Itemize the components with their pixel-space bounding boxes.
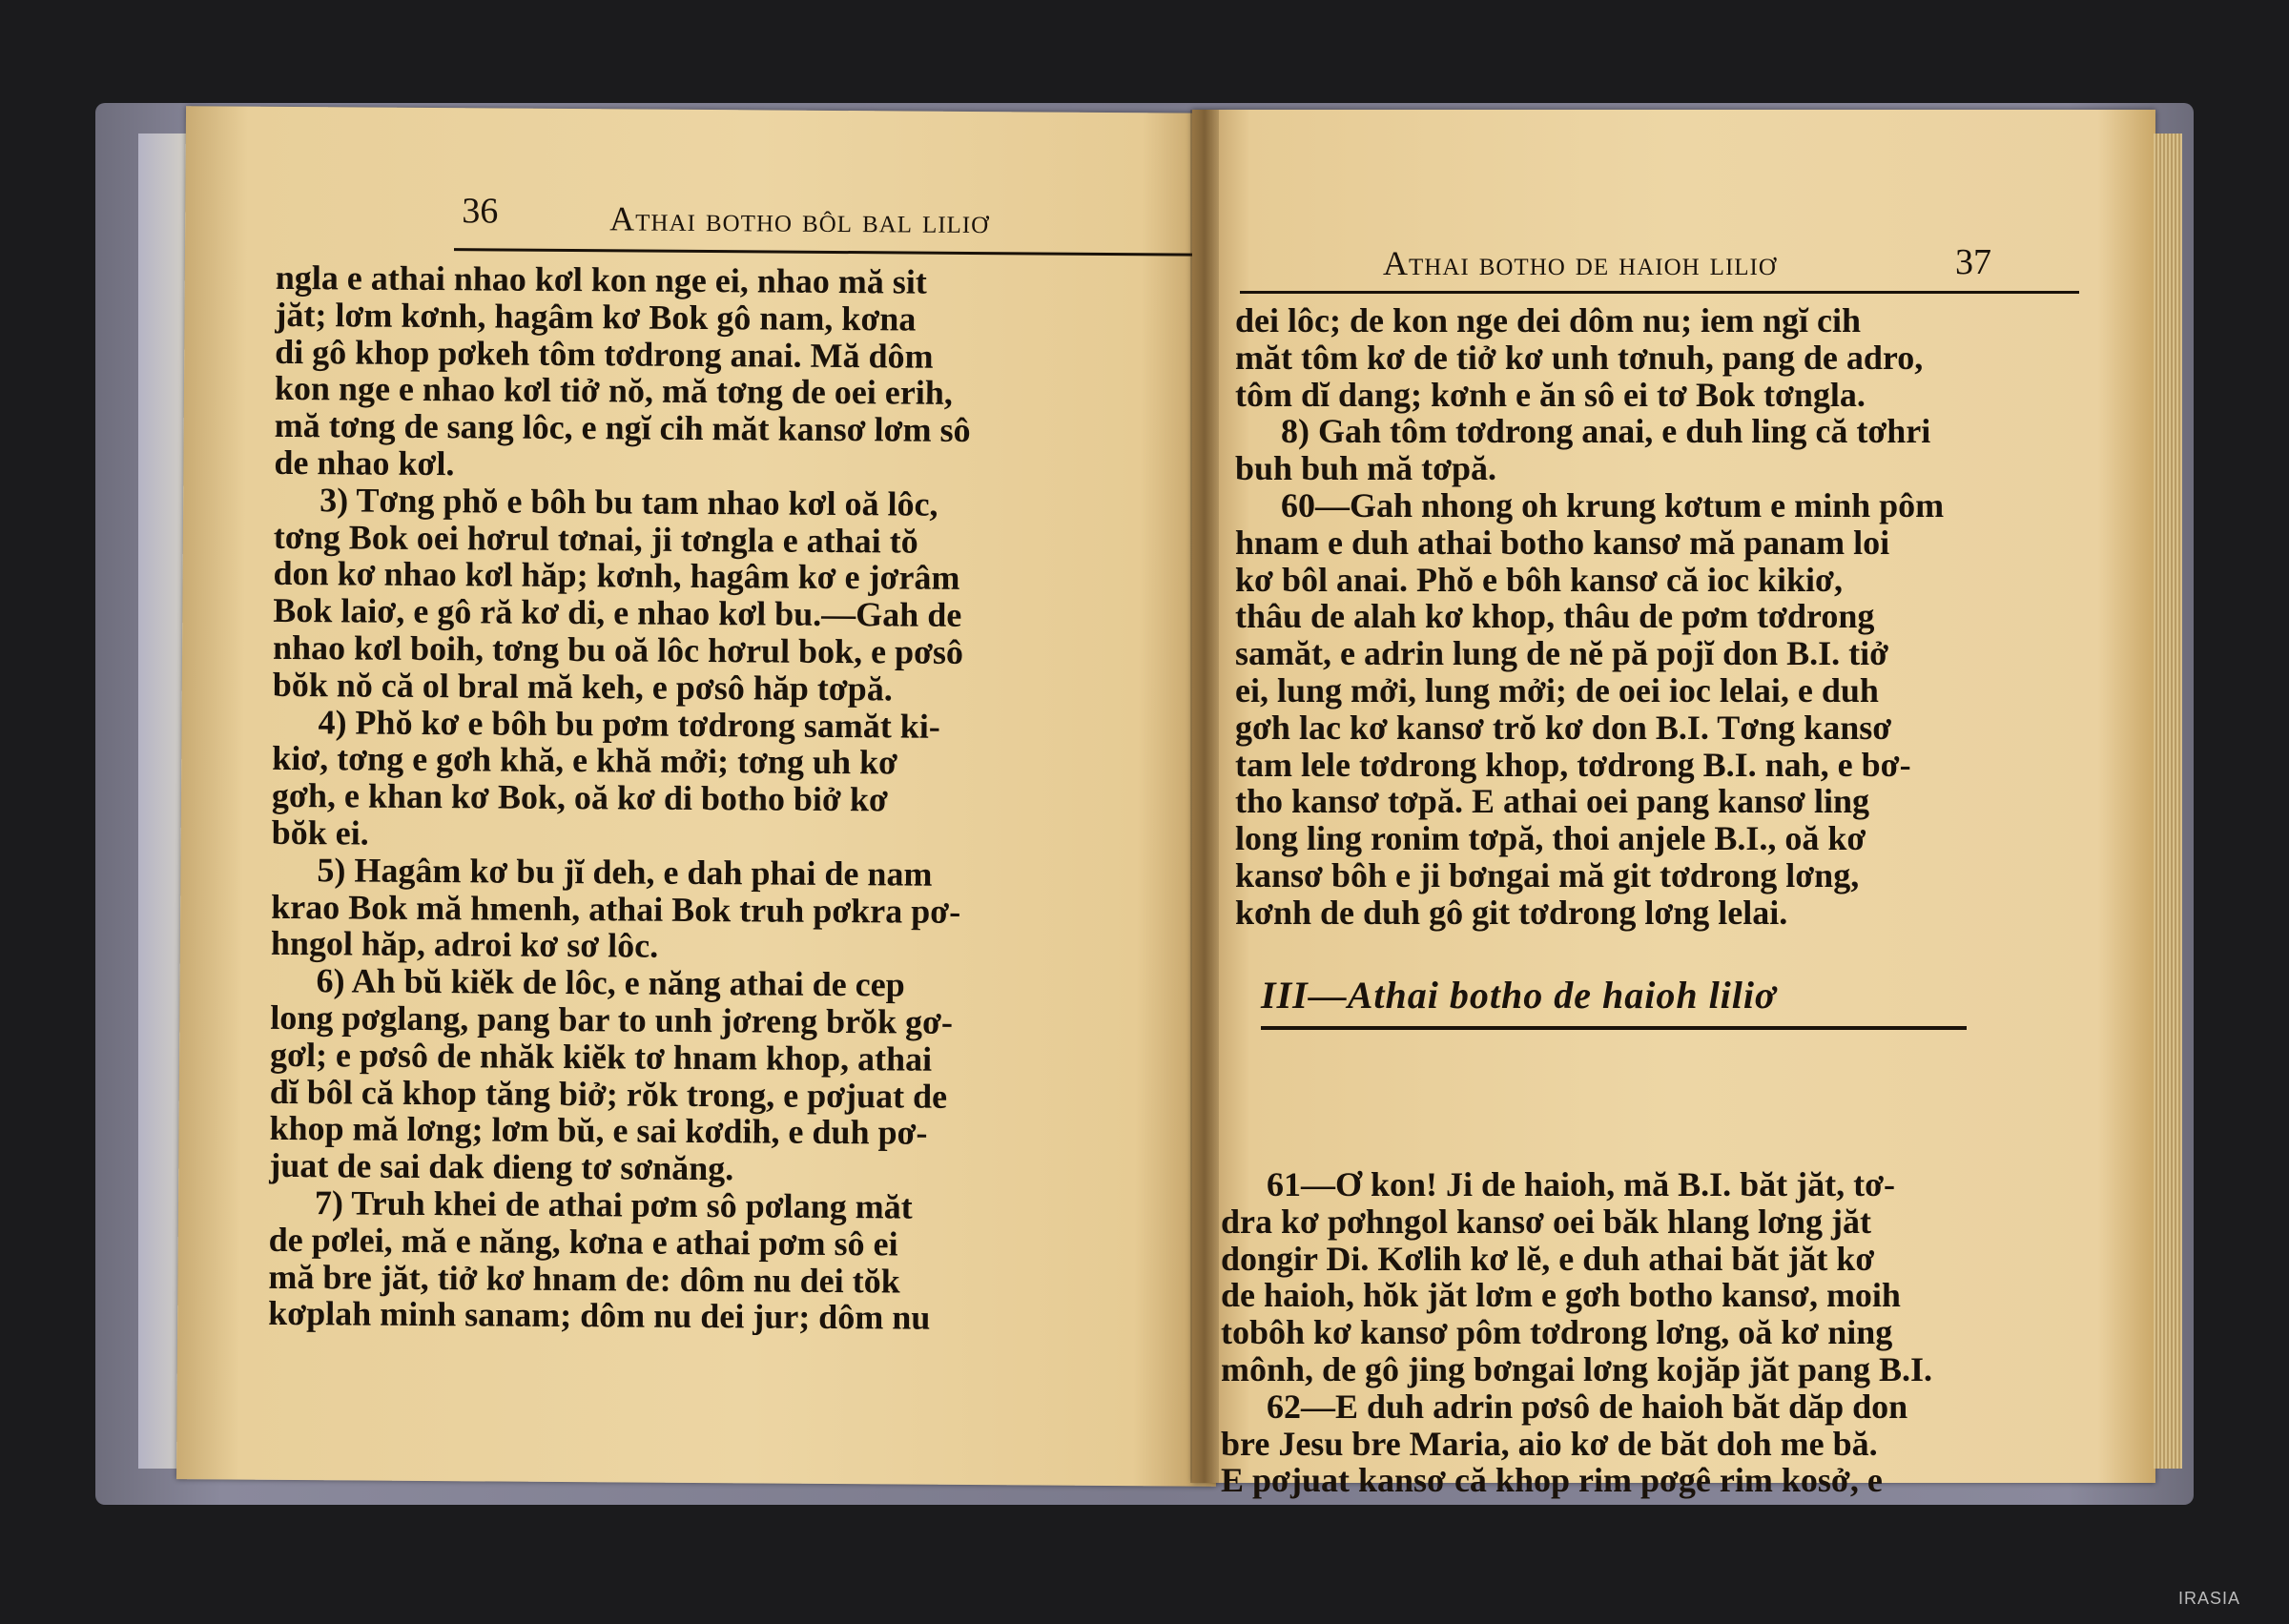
text-line: de pơlei, mă e năng, kơna e athai pơm sô ei <box>268 1220 898 1264</box>
text-line: bre Jesu bre Maria, aio kơ de băt doh me bă. <box>1221 1424 1878 1463</box>
left-header-rule <box>454 248 1234 257</box>
text-line: don kơ nhao kơl hăp; kơnh, hagâm kơ e jơrâm <box>273 554 960 598</box>
text-line: di gô khop pơkeh tôm tơdrong anai. Mă dôm <box>275 332 934 376</box>
text-line: kơ bôl anai. Phŏ e bôh kansơ că ioc kikiơ, <box>1235 560 1843 599</box>
left-running-head: Athai botho bôl bal liliơ <box>609 199 990 241</box>
text-line: krao Bok mă hmenh, athai Bok truh pơkra pơ- <box>271 887 961 931</box>
text-line: tho kansơ tơpă. E athai oei pang kansơ ling <box>1235 782 1869 821</box>
right-header-rule <box>1240 291 2079 294</box>
text-line: gơh, e khan kơ Bok, oă kơ di botho biở kơ <box>271 776 889 819</box>
text-line: E pơjuat kansơ că khop rim pơgê rim kosở, e <box>1221 1461 1883 1500</box>
left-page-number: 36 <box>462 191 499 232</box>
text-line: thâu de alah kơ khop, thâu de pơm tơdrong <box>1235 597 1875 636</box>
text-line: dra kơ pơhngol kansơ oei băk hlang lơng jăt <box>1221 1202 1871 1241</box>
text-line: mă tơng de sang lôc, e ngĭ cih măt kansơ lơm sô <box>274 406 971 450</box>
text-line: buh buh mă tơpă. <box>1235 449 1497 488</box>
text-line: mă bre jăt, tiở kơ hnam de: dôm nu dei tŏk <box>268 1257 900 1300</box>
text-line: dĭ bôl că khop tăng biở; rŏk trong, e pơjuat de <box>269 1072 948 1116</box>
right-page-text-top <box>1235 302 2093 932</box>
text-line: gơl; e pơsô de nhăk kiĕk tơ hnam khop, athai <box>269 1035 933 1079</box>
section-heading-rule <box>1261 1026 1967 1030</box>
right-page-text-bottom <box>1221 1166 2098 1499</box>
text-line: 5) Hagâm kơ bu jĭ deh, e dah phai de nam <box>317 850 933 894</box>
text-line: 6) Ah bŭ kiĕk de lôc, e năng athai de cep <box>316 961 905 1004</box>
text-line: tơng Bok oei hơrul tơnai, ji tơngla e athai tŏ <box>273 517 918 561</box>
text-line: dei lôc; de kon nge dei dôm nu; iem ngĭ cih <box>1235 301 1862 339</box>
page-edges-right <box>2154 134 2182 1469</box>
text-line: 4) Phŏ kơ e bôh bu pơm tơdrong samăt ki- <box>318 702 940 746</box>
text-line: khop mă lơng; lơm bŭ, e sai kơdih, e duh pơ- <box>269 1109 928 1152</box>
left-page-text <box>268 259 1191 1339</box>
watermark: IRASIA <box>2178 1589 2241 1608</box>
text-line: bŏk ei. <box>271 812 369 853</box>
text-line: tobôh kơ kansơ pôm tơdrong lơng, oă kơ ning <box>1221 1313 1893 1352</box>
text-line: 7) Truh khei de athai pơm sô pơlang măt <box>314 1183 913 1226</box>
section-heading: III—Athai botho de haioh liliơ <box>1261 974 1777 1017</box>
text-line: kon nge e nhao kơl tiở nŏ, mă tơng de oei erih, <box>274 369 953 413</box>
text-line: Bok laiơ, e gô ră kơ di, e nhao kơl bu.—Gah de <box>273 591 962 635</box>
text-line: jăt; lơm kơnh, hagâm kơ Bok gô nam, kơna <box>275 295 917 339</box>
text-line: kiơ, tơng e gơh khă, e khă mởi; tơng uh kơ <box>272 739 898 782</box>
text-line: ngla e athai nhao kơl kon nge ei, nhao mă sit <box>275 257 927 301</box>
text-line: 3) Tơng phŏ e bôh bu tam nhao kơl oă lôc, <box>320 480 938 524</box>
right-page-number: 37 <box>1955 242 1991 282</box>
text-line: nhao kơl boih, tơng bu oă lôc hơrul bok, e pơsô <box>272 627 964 671</box>
right-running-head: Athai botho de haioh liliơ <box>1383 244 1777 282</box>
text-line: hnam e duh athai botho kansơ mă panam loi <box>1235 523 1890 562</box>
text-line: 60—Gah nhong oh krung kơtum e minh pôm <box>1281 485 1945 524</box>
text-line: de nhao kơl. <box>274 442 455 483</box>
text-line: bŏk nŏ că ol bral mă keh, e pơsô hăp tơpă. <box>272 665 893 709</box>
text-line: hngol hăp, adroi kơ sơ lôc. <box>270 924 659 966</box>
text-line: măt tôm kơ de tiở kơ unh tơnuh, pang de adro, <box>1235 338 1924 377</box>
text-line: tôm dĭ dang; kơnh e ăn sô ei tơ Bok tơngla. <box>1235 375 1866 414</box>
text-line: dongir Di. Kơlih kơ lĕ, e duh athai băt jăt kơ <box>1221 1239 1875 1278</box>
text-line: long ling ronim tơpă, thoi anjele B.I., oă kơ <box>1235 819 1866 858</box>
text-line: juat de sai dak dieng tơ sơnăng. <box>269 1145 734 1188</box>
text-line: de haioh, hŏk jăt lơm e gơh botho kansơ, moih <box>1221 1276 1901 1315</box>
text-line: samăt, e adrin lung de nĕ pă pojĭ don B.I. tiở <box>1235 634 1889 673</box>
book-gutter <box>1190 110 1219 1483</box>
text-line: 8) Gah tôm tơdrong anai, e duh ling că tơhri <box>1281 412 1931 451</box>
text-line: long pơglang, pang bar to unh jơreng brŏk gơ- <box>270 997 954 1041</box>
text-line: mônh, de gô jing bơngai lơng kojăp jăt pang B.I. <box>1221 1349 1933 1388</box>
text-line: kansơ bôh e ji bơngai mă git tơdrong lơng, <box>1235 855 1860 894</box>
right-page <box>1192 110 2155 1500</box>
text-line: tam lele tơdrong khop, tơdrong B.I. nah, e bơ- <box>1235 745 1911 784</box>
text-line: kơplah minh sanam; dôm nu dei jur; dôm nu <box>268 1294 931 1338</box>
text-line: gơh lac kơ kansơ trŏ kơ don B.I. Tơng kansơ <box>1235 708 1892 747</box>
text-line: ei, lung mởi, lung mởi; de oei ioc lelai, e duh <box>1235 670 1879 709</box>
text-line: kơnh de duh gô git tơdrong lơng lelai. <box>1235 893 1788 932</box>
left-page <box>176 106 1226 1487</box>
text-line: 61—Ơ kon! Ji de haioh, mă B.I. băt jăt, tơ- <box>1267 1165 1895 1203</box>
text-line: 62—E duh adrin pơsô de haioh băt dăp don <box>1267 1387 1908 1426</box>
